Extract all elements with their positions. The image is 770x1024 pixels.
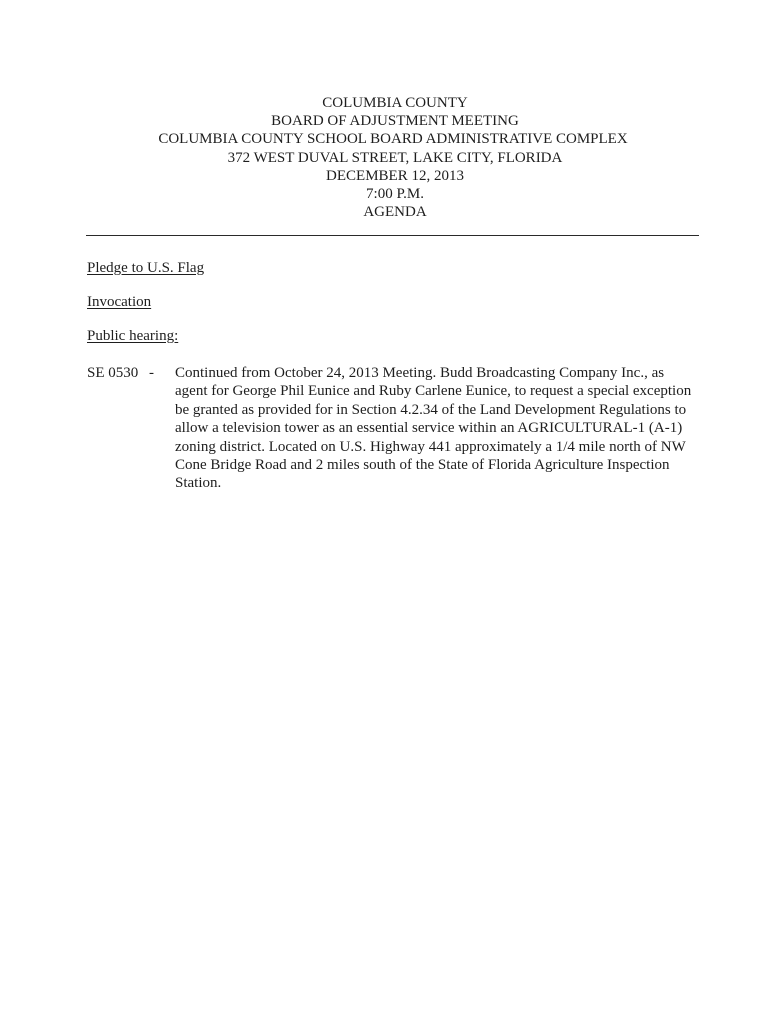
description-line: agent for George Phil Eunice and Ruby Carlene Eunice, to request a special exception xyxy=(175,383,692,400)
agenda-item-dash: - xyxy=(149,365,154,381)
county-name: COLUMBIA COUNTY xyxy=(322,95,468,111)
header-divider xyxy=(86,235,699,236)
agenda-item-description xyxy=(175,364,705,493)
meeting-venue: COLUMBIA COUNTY SCHOOL BOARD ADMINISTRATIVE COMPLEX xyxy=(158,131,628,148)
description-line: Cone Bridge Road and 2 miles south of the State of Florida Agriculture Inspection xyxy=(175,457,670,474)
pledge-heading: Pledge to U.S. Flag xyxy=(87,260,205,276)
invocation-heading: Invocation xyxy=(87,294,152,310)
agenda-item-number: SE 0530 xyxy=(87,365,139,381)
meeting-title: BOARD OF ADJUSTMENT MEETING xyxy=(271,113,519,130)
meeting-date: DECEMBER 12, 2013 xyxy=(326,167,464,184)
description-line: be granted as provided for in Section 4.2.34 of the Land Development Regulations to xyxy=(175,401,687,418)
description-line: zoning district. Located on U.S. Highway 441 approximately a 1/4 mile north of NW xyxy=(175,438,686,455)
document-header xyxy=(0,94,770,221)
public-hearing-heading: Public hearing: xyxy=(87,328,179,344)
document-type: AGENDA xyxy=(363,204,427,221)
description-line: Continued from October 24, 2013 Meeting. Budd Broadcasting Company Inc., as xyxy=(175,365,665,381)
meeting-time: 7:00 P.M. xyxy=(366,186,424,203)
description-line: allow a television tower as an essential service within an AGRICULTURAL-1 (A-1) xyxy=(175,420,683,437)
venue-address: 372 WEST DUVAL STREET, LAKE CITY, FLORIDA xyxy=(227,149,563,166)
description-line: Station. xyxy=(175,475,222,492)
